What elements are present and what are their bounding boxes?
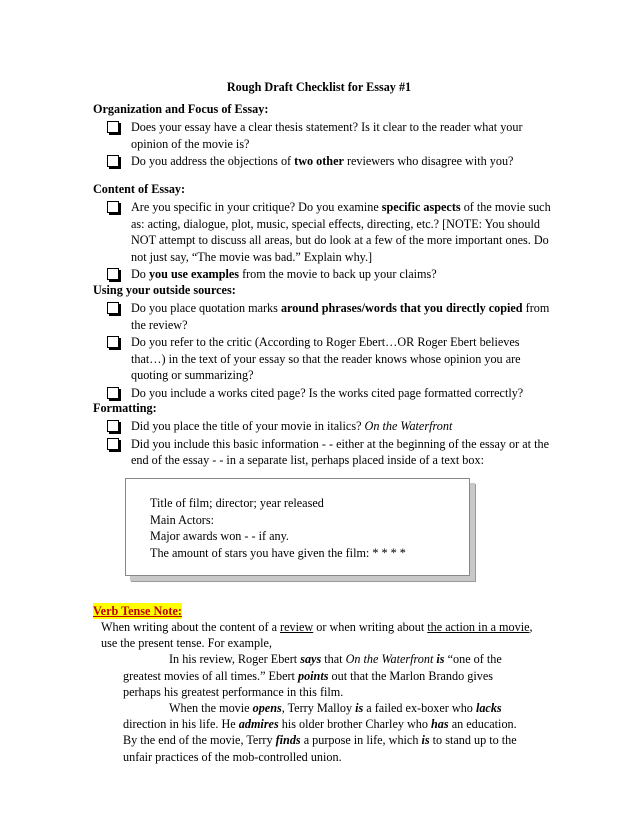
checklist-item: [93, 334, 553, 384]
item-text: Are you specific in your critique? Do you examine specific aspects of the movie such as: acting, dialogue, plot, music, special effects, directing, etc.? [NOTE: You should NOT attempt to discuss all areas, but do look at a few of the more important ones. Do not just say, “The movie was bad.” Explain why.]: [131, 200, 551, 264]
textbox-line: Main Actors:: [150, 512, 214, 527]
checkbox-icon[interactable]: [107, 438, 119, 450]
checklist-item: [93, 119, 553, 152]
verb-tense-heading: Verb Tense Note:: [93, 604, 182, 618]
section-heading: Organization and Focus of Essay:: [93, 102, 269, 116]
section-organization: [93, 101, 553, 170]
checkbox-icon[interactable]: [107, 121, 119, 133]
info-text-box: [125, 478, 470, 576]
textbox-line: The amount of stars you have given the film: * * * *: [150, 545, 406, 560]
item-text: Does your essay have a clear thesis statement? Is it clear to the reader what your opinion of the movie is?: [131, 120, 523, 151]
item-text: Do you place quotation marks around phrases/words that you directly copied from the review?: [131, 301, 550, 332]
item-text: Do you address the objections of two other reviewers who disagree with you?: [131, 154, 514, 169]
checkbox-icon[interactable]: [107, 268, 119, 280]
checkbox-icon[interactable]: [107, 387, 119, 399]
page-title: Rough Draft Checklist for Essay #1: [226, 80, 412, 94]
example-paragraph-2: When the movie opens, Terry Malloy is a failed ex-boxer who lacks direction in his life. He admires his older brother Charley who has an education. By the end of the movie, Terry finds a purpose in life, which is to stand up to the unfair practices of the mob-controlled union.: [123, 701, 517, 764]
checklist-item: [93, 199, 553, 265]
verb-tense-note: [93, 603, 533, 765]
checklist-item: [93, 300, 553, 333]
textbox-line: Major awards won - - if any.: [150, 529, 289, 543]
item-text: Do you refer to the critic (According to Roger Ebert…OR Roger Ebert believes that…) in the text of your essay so that the reader knows whose opinion you are quoting or summarizing?: [131, 335, 521, 383]
item-text: Did you include this basic information - - either at the beginning of the essay or at the end of the essay - - in a separate list, perhaps placed inside of a text box:: [131, 436, 549, 468]
textbox-line: Title of film; director; year released: [150, 496, 324, 510]
example-paragraph-1: In his review, Roger Ebert says that On the Waterfront is “one of the greatest movies of all times.” Ebert points out that the Marlon Brando gives perhaps his greatest performance in this film.: [123, 652, 502, 699]
checkbox-icon[interactable]: [107, 336, 119, 348]
section-heading: Using your outside sources:: [93, 283, 236, 297]
item-text: Do you use examples from the movie to back up your claims?: [131, 267, 437, 282]
checkbox-icon[interactable]: [107, 155, 119, 167]
checklist-item: [93, 418, 553, 435]
checklist-item: [93, 266, 553, 283]
section-heading: Content of Essay:: [93, 182, 186, 196]
section-heading: Formatting:: [93, 401, 157, 415]
verb-tense-intro: When writing about the content of a review or when writing about the action in a movie, use the present tense. For example,: [101, 620, 533, 651]
item-text: Do you include a works cited page? Is the works cited page formatted correctly?: [131, 385, 524, 400]
checklist-item: [93, 153, 553, 170]
checkbox-icon[interactable]: [107, 201, 119, 213]
checklist-item: [93, 436, 553, 469]
item-text: Did you place the title of your movie in italics? On the Waterfront: [131, 419, 453, 433]
checkbox-icon[interactable]: [107, 302, 119, 314]
section-formatting: [93, 400, 553, 469]
section-sources: [93, 282, 553, 402]
section-content: [93, 181, 553, 283]
checkbox-icon[interactable]: [107, 420, 119, 432]
